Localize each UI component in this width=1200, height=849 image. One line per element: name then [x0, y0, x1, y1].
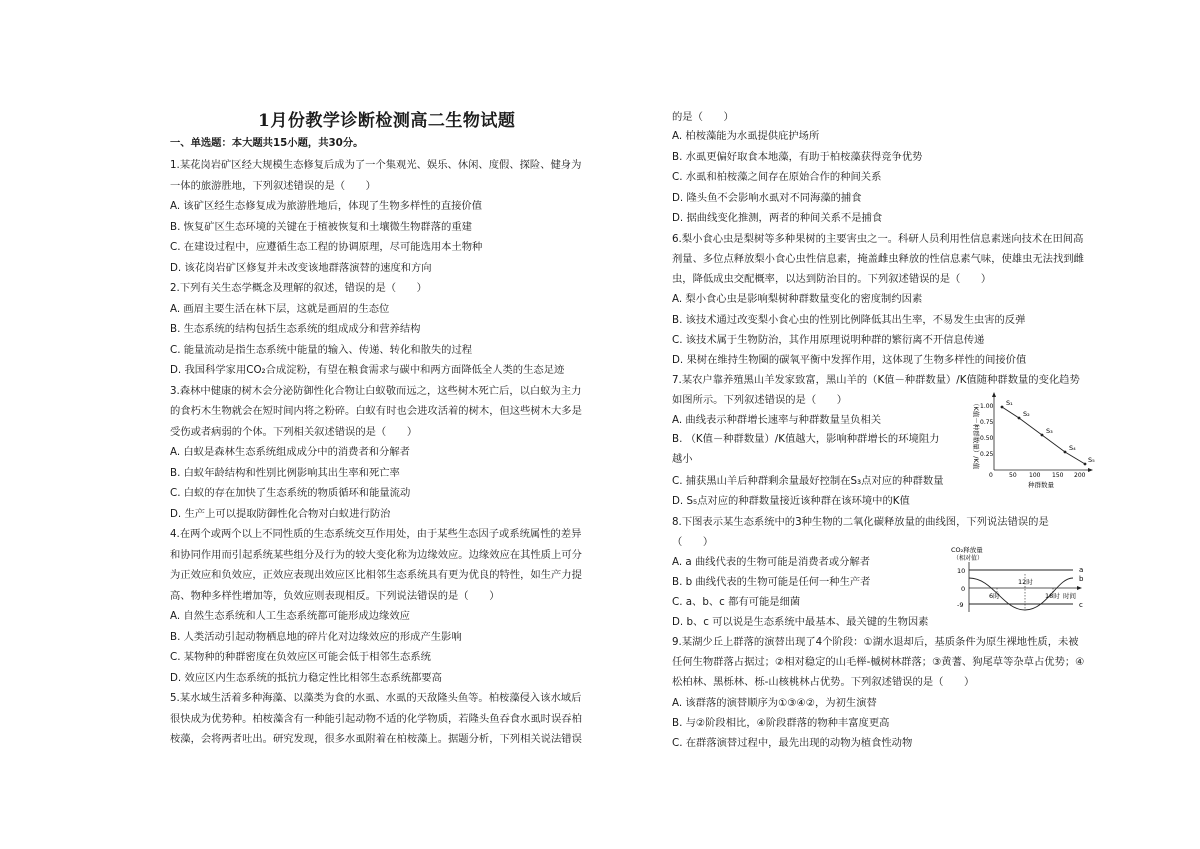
- q7-ytick-4: 0.25: [980, 451, 994, 458]
- right-text-line: 越小: [672, 453, 693, 465]
- left-text-line: 2.下列有关生态学概念及理解的叙述，错误的是（ ）: [170, 282, 427, 294]
- right-text-line: 6.梨小食心虫是梨树等多种果树的主要害虫之一。科研人员利用性信息素迷向技术在田间高: [672, 233, 1084, 245]
- q7-population-chart: [962, 390, 1102, 490]
- q7-point-s3: [1041, 434, 1044, 437]
- right-text-line: D. S₅点对应的种群数量接近该种群在该环境中的K值: [672, 495, 910, 507]
- q7-label-s4: S₄: [1069, 444, 1076, 452]
- left-text-line: B. 恢复矿区生态环境的关键在于植被恢复和土壤微生物群落的重建: [170, 220, 472, 233]
- right-text-line: B. b 曲线代表的生物可能是任何一种生产者: [672, 576, 871, 588]
- left-text-line: D. 生产上可以提取防御性化合物对白蚁进行防治: [170, 507, 391, 520]
- right-text-line: D. 隆头鱼不会影响水虱对不同海藻的捕食: [672, 192, 862, 204]
- left-text-line: B. 人类活动引起动物栖息地的碎片化对边缘效应的形成产生影响: [170, 630, 462, 643]
- left-text-line: A. 自然生态系统和人工生态系统都可能形成边缘效应: [170, 610, 410, 622]
- right-text-line: 任何生物群落占据过；②相对稳定的山毛榉-槭树林群落；③黄蓍、狗尾草等杂草占优势；④: [672, 656, 1085, 668]
- q7-label-s5: S₅: [1088, 456, 1095, 464]
- right-text-line: 的是（ ）: [672, 111, 734, 123]
- left-text-line: D. 效应区内生态系统的抵抗力稳定性比相邻生态系统都要高: [170, 671, 442, 684]
- left-text-line: 的食朽木生物就会在短时间内将之粉碎。白蚁有时也会进攻活着的树木，但这些树木大多是: [170, 405, 582, 417]
- right-text-line: A. 该群落的演替顺序为①③④②，为初生演替: [672, 697, 877, 709]
- right-text-line: 7.某农户靠养殖黑山羊发家致富，黑山羊的（K值－种群数量）/K值随种群数量的变化趋势: [672, 374, 1080, 386]
- left-text-line: 高、物种多样性增加等，负效应则表现相反。下列说法错误的是（ ）: [170, 589, 500, 602]
- right-text-line: 如图所示。下列叙述错误的是（ ）: [672, 394, 848, 406]
- q7-label-s2: S₂: [1023, 410, 1030, 418]
- right-text-line: D. b、c 可以说是生态系统中最基本、最关键的生物因素: [672, 616, 929, 628]
- right-text-line: 虫，降低成虫交配概率，以达到防治目的。下列叙述错误的是（ ）: [672, 273, 992, 285]
- q8-x-label: 时间: [1063, 592, 1076, 600]
- q7-y-arrow: [992, 392, 996, 397]
- q7-xtick-3: 150: [1052, 472, 1064, 479]
- q8-y-label-1: CO₂释放量: [951, 546, 983, 554]
- q7-label-s3: S₃: [1046, 427, 1053, 435]
- q7-x-arrow: [1088, 468, 1093, 472]
- q8-y-label-2: （相对值）: [953, 555, 984, 562]
- q8-ytick-zero: 0: [961, 585, 966, 593]
- section-header: 一、单选题：本大题共15小题，共30分。: [170, 137, 364, 149]
- q7-label-s1: S₁: [1006, 399, 1013, 407]
- left-text-line: D. 我国科学家用CO₂合成淀粉，有望在粮食需求与碳中和两方面降低全人类的生态足迹: [170, 364, 565, 376]
- q8-ytick-pos: 10: [957, 567, 966, 575]
- left-text-line: 3.森林中健康的树木会分泌防御性化合物让白蚁敬而远之，这些树木死亡后，以白蚁为主力: [170, 384, 582, 397]
- left-text-line: D. 该花岗岩矿区修复并未改变该地群落演替的速度和方向: [170, 261, 432, 274]
- q7-y-axis-label: （K值－种群数量）/K值: [972, 400, 980, 470]
- right-text-line: C. 该技术属于生物防治，其作用原理说明种群的繁衍离不开信息传递: [672, 334, 985, 346]
- right-text-line: 松柏林、黑栎林、栎-山核桃林占优势。下列叙述错误的是（ ）: [672, 676, 975, 688]
- left-text-line: A. 该矿区经生态修复成为旅游胜地后，体现了生物多样性的直接价值: [170, 200, 483, 212]
- right-text-line: B. 水虱更偏好取食本地藻，有助于柏桉藻获得竞争优势: [672, 151, 923, 163]
- q7-origin: 0: [989, 472, 993, 479]
- q8-label-b: b: [1079, 575, 1084, 583]
- left-text-line: C. 某物种的种群密度在负效应区可能会低于相邻生态系统: [170, 651, 431, 663]
- right-text-line: C. a、b、c 都有可能是细菌: [672, 596, 801, 608]
- left-text-line: 1.某花岗岩矿区经大规模生态修复后成为了一个集观光、娱乐、休闲、度假、探险、健身为: [170, 159, 582, 171]
- left-text-line: C. 白蚁的存在加快了生态系统的物质循环和能量流动: [170, 487, 411, 499]
- right-text-line: B. （K值－种群数量）/K值越大，影响种群增长的环境阻力: [672, 433, 940, 445]
- right-text-line: A. a 曲线代表的生物可能是消费者或分解者: [672, 556, 871, 568]
- right-text-line: （ ）: [672, 536, 714, 548]
- right-text-line: D. 据曲线变化推测，两者的种间关系不是捕食: [672, 212, 883, 224]
- left-text-line: 4.在两个或两个以上不同性质的生态系统交互作用处，由于某些生态因子或系统属性的差异: [170, 528, 582, 540]
- left-text-line: 为正效应和负效应，正效应表现出效应区比相邻生态系统具有更为优良的特性，如生产力提: [170, 569, 582, 581]
- right-text-line: C. 水虱和柏桉藻之间存在原始合作的种间关系: [672, 171, 882, 183]
- page-title: 1月份教学诊断检测高二生物试题: [258, 111, 516, 131]
- q8-t12: 12时: [1018, 578, 1033, 586]
- q7-curve: [1002, 407, 1085, 464]
- q8-t6: 6时: [989, 592, 1000, 600]
- q8-label-a: a: [1079, 566, 1084, 574]
- q7-xtick-1: 50: [1009, 472, 1017, 479]
- q7-ytick-3: 0.50: [980, 435, 994, 442]
- q7-ytick-2: 0.75: [980, 419, 994, 426]
- q7-xtick-4: 200: [1074, 472, 1086, 479]
- left-text-line: C. 在建设过程中，应遵循生态工程的协调原理，尽可能选用本土物种: [170, 241, 483, 253]
- q7-point-s2: [1018, 417, 1021, 420]
- left-text-line: A. 画眉主要生活在林下层，这就是画眉的生态位: [170, 302, 390, 315]
- right-text-line: C. 在群落演替过程中，最先出现的动物为植食性动物: [672, 737, 913, 749]
- q8-x-arrow: [1077, 586, 1082, 590]
- left-text-line: B. 生态系统的结构包括生态系统的组成成分和营养结构: [170, 323, 421, 335]
- q7-xtick-2: 100: [1029, 472, 1041, 479]
- right-text-line: 8.下图表示某生态系统中的3种生物的二氧化碳释放量的曲线图，下列说法错误的是: [672, 516, 1049, 528]
- q7-point-s1: [1001, 406, 1004, 409]
- right-text-line: B. 与②阶段相比，④阶段群落的物种丰富度更高: [672, 717, 890, 729]
- q8-co2-chart: [945, 544, 1097, 616]
- left-text-line: C. 能量流动是指生态系统中能量的输入、传递、转化和散失的过程: [170, 343, 473, 356]
- right-text-line: A. 梨小食心虫是影响梨树种群数量变化的密度制约因素: [672, 293, 923, 305]
- q8-label-c: c: [1079, 601, 1083, 609]
- right-text-line: D. 果树在维持生物圈的碳氧平衡中发挥作用，这体现了生物多样性的间接价值: [672, 354, 1027, 366]
- q7-x-axis-label: 种群数量: [1028, 481, 1054, 489]
- right-text-line: C. 捕获黑山羊后种群剩余量最好控制在S₃点对应的种群数量: [672, 475, 944, 487]
- q7-point-s5: [1084, 463, 1087, 466]
- right-text-line: 9.某湖少丘上群落的演替出现了4个阶段：①湖水退却后，基质条件为原生裸地性质，未被: [672, 636, 1079, 648]
- left-text-line: 一体的旅游胜地，下列叙述错误的是（ ）: [170, 179, 376, 192]
- left-text-line: 桉藻，会将两者吐出。研究发现，很多水虱附着在柏桉藻上。据题分析，下列相关说法错误: [170, 733, 582, 745]
- right-text-line: A. 曲线表示种群增长速率与种群数量呈负相关: [672, 414, 882, 426]
- left-text-line: 很快成为优势种。柏桉藻含有一种能引起动物不适的化学物质，若隆头鱼吞食水虱时误吞柏: [170, 712, 582, 725]
- left-text-line: 5.某水域生活着多种海藻、以藻类为食的水虱、水虱的天敌隆头鱼等。柏桉藻侵入该水域后: [170, 692, 582, 704]
- q7-point-s4: [1064, 451, 1067, 454]
- left-text-line: 和协同作用而引起系统某些组分及行为的较大变化称为边缘效应。边缘效应在其性质上可分: [170, 548, 582, 561]
- right-text-line: A. 柏桉藻能为水虱提供庇护场所: [672, 130, 820, 142]
- left-text-line: B. 白蚁年龄结构和性别比例影响其出生率和死亡率: [170, 466, 400, 479]
- left-text-line: A. 白蚁是森林生态系统组成成分中的消费者和分解者: [170, 446, 410, 458]
- q8-ytick-neg: -9: [957, 601, 964, 609]
- q7-ytick-1: 1.00: [980, 403, 994, 410]
- left-text-line: 受伤或者病弱的个体。下列相关叙述错误的是（ ）: [170, 425, 418, 438]
- right-text-line: 剂量、多位点释放梨小食心虫性信息素，掩盖雌虫释放的性信息素气味，使雄虫无法找到雌: [672, 253, 1084, 265]
- right-text-line: B. 该技术通过改变梨小食心虫的性别比例降低其出生率，不易发生虫害的反弹: [672, 314, 1026, 326]
- q8-t18: 18时: [1045, 592, 1060, 600]
